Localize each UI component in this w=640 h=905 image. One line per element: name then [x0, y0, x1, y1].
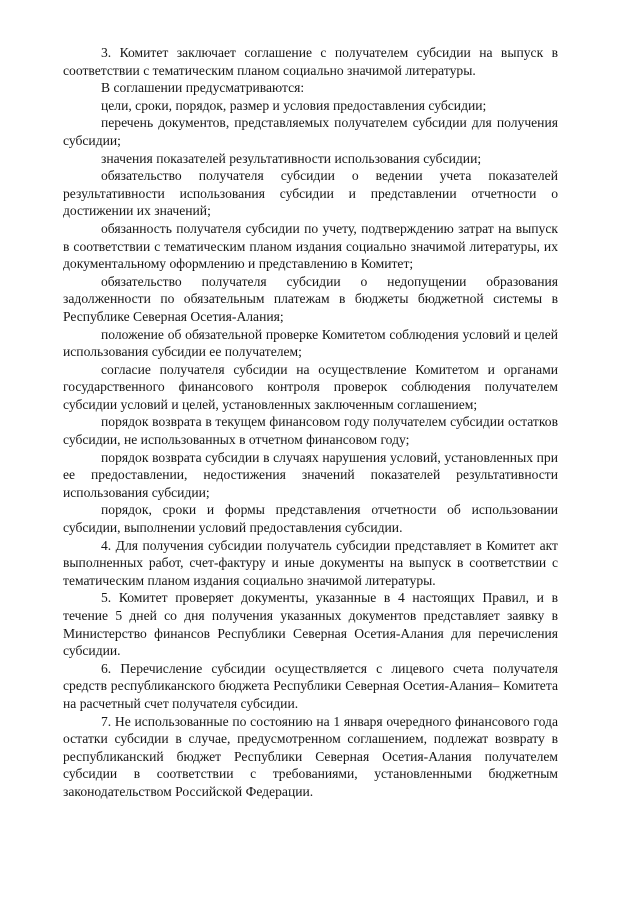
paragraph-goals: цели, сроки, порядок, размер и условия предоставления субсидии;: [101, 97, 487, 113]
paragraph-debt-obligation: обязательство получателя субсидии о недопущении образования задолженности по обязательным платежам в бюджеты бюджетной системы в Республике Северная Осетия-Алания;: [63, 273, 558, 324]
paragraph-return-remainder: порядок возврата в текущем финансовом году получателем субсидии остатков субсидии, не использованных в отчетном финансовом году;: [63, 414, 558, 448]
paragraph-cost-accounting: обязанность получателя субсидии по учету, подтверждению затрат на выпуск в соответствии с тематическим планом издания социально значимой литературы, их документальному оформлению и представлению в Комитет;: [63, 220, 558, 272]
paragraph-clause-5: 5. Комитет проверяет документы, указанные в 4 настоящих Правил, и в течение 5 дней со дня получения указанных документов представляет заявку в Министерство финансов Республики Северная Осетия-Алания для перечисления субсидии.: [63, 590, 558, 659]
paragraph-clause-3: 3. Комитет заключает соглашение с получателем субсидии на выпуск в соответствии с тематическим планом социально значимой литературы.: [63, 45, 558, 78]
paragraph-indicators: значения показателей результативности использования субсидии;: [101, 150, 482, 166]
paragraph-clause-7: 7. Не использованные по состоянию на 1 января очередного финансового года остатки субсидии в случае, предусмотренном соглашением, подлежат возврату в республиканский бюджет Республики Северная Осетия-Алания получателем субсидии в соответствии с требованиями, установленными бюджетным законодательством Российской Федерации.: [63, 713, 558, 799]
paragraph-reporting-obligation: обязательство получателя субсидии о ведении учета показателей результативности использования субсидии и представлении отчетности о достижении их значений;: [63, 168, 558, 219]
paragraph-agreement-intro: В соглашении предусматриваются:: [101, 80, 305, 96]
paragraph-clause-6: 6. Перечисление субсидии осуществляется с лицевого счета получателя средств республиканского бюджета Республики Северная Осетия-Алания– Комитета на расчетный счет получателя субсидии.: [63, 660, 558, 711]
paragraph-documents-list: перечень документов, представляемых получателем субсидии для получения субсидии;: [63, 115, 558, 148]
paragraph-consent: согласие получателя субсидии на осуществление Комитетом и органами государственного финансового контроля проверок соблюдения получателем субсидии условий и целей, установленных заключенным соглашением;: [63, 361, 558, 412]
paragraph-compliance-check: положение об обязательной проверке Комитетом соблюдения условий и целей использования субсидии ее получателем;: [63, 326, 558, 360]
paragraph-return-violation: порядок возврата субсидии в случаях нарушения условий, установленных при ее предоставлении, недостижения значений показателей результативности использования субсидии;: [63, 449, 558, 500]
paragraph-clause-4: 4. Для получения субсидии получатель субсидии представляет в Комитет акт выполненных работ, счет-фактуру и иные документы на выпуск в соответствии с тематическим планом издания социально значимой литературы.: [63, 537, 558, 588]
paragraph-reporting-forms: порядок, сроки и формы представления отчетности об использовании субсидии, выполнении условий предоставления субсидии.: [63, 502, 558, 536]
document-page: [63, 44, 558, 801]
